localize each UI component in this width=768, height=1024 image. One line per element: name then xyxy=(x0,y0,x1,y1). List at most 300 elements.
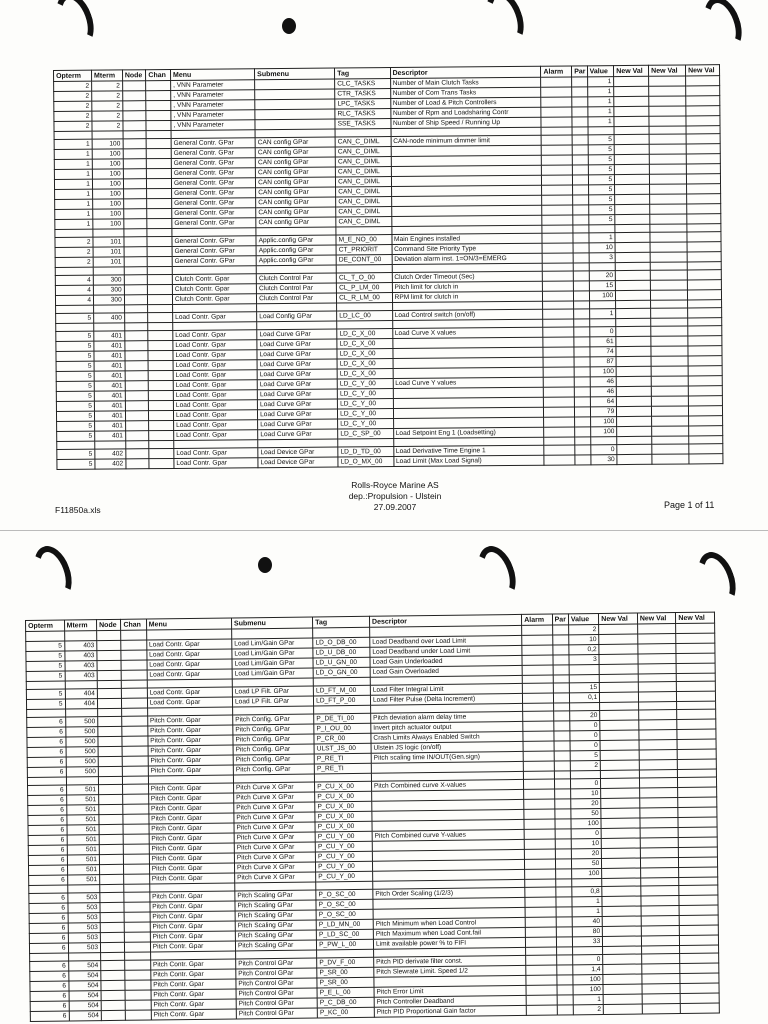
table-cell xyxy=(542,185,573,195)
table-cell: CAN config GPar xyxy=(256,187,336,198)
table-cell xyxy=(575,445,590,455)
table-cell xyxy=(555,887,571,897)
table-cell xyxy=(573,271,588,281)
column-header: Descriptor xyxy=(369,614,521,627)
table-cell xyxy=(526,1005,557,1015)
table-cell: 1 xyxy=(587,77,614,87)
table-cell xyxy=(94,305,125,313)
table-cell: Clutch Order Timeout (Sec) xyxy=(392,271,543,282)
table-cell: 20 xyxy=(589,271,616,281)
table-cell: Load Contr. Gpar xyxy=(173,312,257,323)
table-cell xyxy=(121,630,146,640)
table-cell: SSE_TASKS xyxy=(335,119,390,129)
table-cell xyxy=(615,232,650,242)
table-cell xyxy=(689,406,723,416)
table-cell xyxy=(125,331,149,341)
table-cell xyxy=(650,174,687,184)
table-cell: 501 xyxy=(67,865,100,875)
table-cell xyxy=(543,263,574,271)
table-cell: General Contr. GPar xyxy=(172,188,256,199)
table-cell xyxy=(588,127,615,135)
column-header: Node xyxy=(122,70,146,81)
table-cell: P_O_SC_00 xyxy=(316,889,373,900)
table-cell: 503 xyxy=(67,893,100,903)
table-cell: 2 xyxy=(92,81,123,91)
table-cell xyxy=(556,897,572,907)
table-cell xyxy=(555,819,571,829)
table-cell: 6 xyxy=(27,747,66,757)
table-cell xyxy=(678,817,717,827)
table-cell xyxy=(642,994,681,1004)
table-cell: Pitch Contr. Gpar xyxy=(148,765,233,776)
table-cell: 10 xyxy=(569,634,600,644)
table-cell xyxy=(601,838,640,848)
table-cell xyxy=(600,740,639,750)
table-cell: 403 xyxy=(64,641,97,651)
table-cell: 100 xyxy=(93,199,124,209)
table-cell xyxy=(97,670,121,680)
table-cell xyxy=(554,751,570,761)
table-cell: 5 xyxy=(57,431,95,441)
table-cell xyxy=(554,789,570,799)
table-cell xyxy=(123,169,147,179)
table-cell xyxy=(574,327,589,337)
table-cell xyxy=(617,426,652,436)
table-cell: 401 xyxy=(94,371,125,381)
table-cell xyxy=(98,766,122,776)
table-cell xyxy=(638,644,677,654)
parameter-table-page-1 xyxy=(53,64,723,470)
table-cell xyxy=(573,243,588,253)
table-cell xyxy=(124,267,148,275)
table-cell xyxy=(97,640,121,650)
table-cell xyxy=(651,376,688,386)
table-cell: P_KC_00 xyxy=(317,1007,374,1018)
table-cell: CAN config GPar xyxy=(255,147,335,158)
table-cell xyxy=(125,990,150,1000)
table-cell: CL_P_LM_00 xyxy=(337,283,392,293)
table-cell xyxy=(125,411,149,421)
table-cell xyxy=(556,947,572,955)
table-cell xyxy=(688,336,722,346)
column-header: New Val xyxy=(637,613,676,624)
table-cell xyxy=(599,624,638,634)
table-cell: Pitch Curve X GPar xyxy=(234,842,315,853)
table-cell xyxy=(574,337,589,347)
table-cell: Pitch scaling time IN/OUT(Gen.sign) xyxy=(371,751,523,763)
table-cell xyxy=(615,194,650,204)
table-cell xyxy=(616,346,651,356)
table-cell: 500 xyxy=(65,717,98,727)
table-cell xyxy=(125,421,149,431)
table-cell xyxy=(149,458,174,468)
table-cell xyxy=(123,101,147,111)
table-cell: Load LP Filt. GPar xyxy=(232,686,313,697)
table-cell: Clutch Contr. Gpar xyxy=(172,274,256,285)
table-cell: Clutch Control Par xyxy=(256,283,336,294)
table-cell xyxy=(526,995,557,1005)
table-cell: 2 xyxy=(573,1004,604,1014)
table-cell xyxy=(100,864,124,874)
table-cell xyxy=(686,144,720,154)
table-cell xyxy=(572,117,587,127)
table-cell: Load LP Filt. GPar xyxy=(232,696,313,707)
table-cell: 0 xyxy=(570,778,601,788)
table-cell: LD_LC_00 xyxy=(337,311,392,321)
table-cell: Pitch Contr. Gpar xyxy=(151,1009,236,1020)
table-cell xyxy=(641,916,680,926)
table-cell: CAN_C_DIML xyxy=(336,187,391,197)
table-cell: 501 xyxy=(66,795,99,805)
table-cell: 5 xyxy=(56,313,94,323)
table-cell xyxy=(124,892,149,902)
table-cell xyxy=(615,242,650,252)
table-cell xyxy=(573,253,588,263)
table-cell: Load Filter Integral Limit xyxy=(370,683,522,695)
table-cell xyxy=(123,824,148,834)
table-cell xyxy=(640,798,679,808)
table-cell xyxy=(101,1000,125,1010)
table-cell xyxy=(148,312,173,322)
table-cell: CAN-node minimum dimmer limit xyxy=(391,135,542,146)
table-cell xyxy=(572,127,587,135)
table-cell xyxy=(123,159,147,169)
table-cell: P_I_OU_00 xyxy=(314,723,371,734)
table-cell xyxy=(615,204,650,214)
table-cell: 4 xyxy=(55,295,93,305)
table-cell: 5 xyxy=(588,205,615,215)
table-cell: Load Contr. Gpar xyxy=(173,400,257,411)
table-cell: 0 xyxy=(589,327,616,337)
table-cell xyxy=(651,336,688,346)
table-cell: 1 xyxy=(587,87,614,97)
table-cell xyxy=(601,818,640,828)
table-cell xyxy=(554,741,570,751)
table-cell xyxy=(616,326,651,336)
table-cell xyxy=(614,116,649,126)
table-cell: 2 xyxy=(568,624,599,634)
table-cell: 101 xyxy=(93,237,124,247)
table-cell xyxy=(677,709,716,719)
table-cell: 1 xyxy=(54,179,92,189)
table-cell: 504 xyxy=(69,991,102,1001)
table-cell xyxy=(687,184,721,194)
table-cell: 6 xyxy=(29,903,68,913)
table-cell xyxy=(652,426,689,436)
table-cell xyxy=(617,396,652,406)
column-header: Menu xyxy=(170,69,254,81)
table-cell xyxy=(651,346,688,356)
table-cell: CAN_C_DIML xyxy=(335,167,390,177)
table-cell: Load Contr. Gpar xyxy=(147,659,232,670)
table-cell: Load Control switch (on/off) xyxy=(392,309,543,320)
table-cell xyxy=(638,692,677,702)
table-cell: 5 xyxy=(588,135,615,145)
table-cell xyxy=(649,116,686,126)
table-cell xyxy=(572,145,587,155)
table-cell: 1 xyxy=(54,149,92,159)
table-cell xyxy=(651,396,688,406)
table-cell xyxy=(677,719,716,729)
table-cell xyxy=(124,219,148,229)
table-cell: 501 xyxy=(67,825,100,835)
table-cell: General Contr. GPar xyxy=(171,178,255,189)
table-cell xyxy=(147,148,172,158)
table-cell xyxy=(680,993,719,1003)
table-cell: 504 xyxy=(68,961,101,971)
table-cell: Pitch Curve X GPar xyxy=(234,862,315,873)
table-cell: , VNN Parameter xyxy=(171,110,255,121)
table-cell xyxy=(147,246,172,256)
column-header: Tag xyxy=(335,68,391,79)
table-cell xyxy=(544,377,575,387)
table-cell xyxy=(125,341,149,351)
table-cell: 20 xyxy=(571,848,602,858)
table-cell xyxy=(574,377,589,387)
table-cell xyxy=(541,127,572,135)
column-header: Opterm xyxy=(26,620,65,631)
table-cell: 5 xyxy=(588,185,615,195)
table-cell: 401 xyxy=(95,421,126,431)
table-cell: Load Contr. Gpar xyxy=(147,697,232,708)
table-cell xyxy=(650,232,687,242)
table-cell: LD_C_Y_00 xyxy=(337,379,392,389)
table-cell: Applic.config GPar xyxy=(256,245,336,256)
table-cell xyxy=(651,386,688,396)
table-cell: LD_C_X_00 xyxy=(337,339,392,349)
table-cell: Pitch Combined curve X-values xyxy=(371,779,523,791)
table-cell: RLC_TASKS xyxy=(335,109,390,119)
table-cell: 0 xyxy=(571,828,602,838)
footer-company-block xyxy=(300,480,490,513)
table-cell: DE_CONT_00 xyxy=(336,255,391,265)
table-cell xyxy=(574,319,589,327)
table-cell: Pitch Contr. Gpar xyxy=(149,823,234,834)
table-cell: 401 xyxy=(94,341,125,351)
table-cell xyxy=(522,635,553,645)
table-cell xyxy=(98,746,122,756)
table-cell: P_CU_Y_00 xyxy=(316,871,373,882)
table-cell: 6 xyxy=(29,933,68,943)
table-cell xyxy=(97,698,121,708)
table-cell: Load Lim/Gain GPar xyxy=(232,648,313,659)
table-cell xyxy=(589,263,616,271)
table-cell xyxy=(100,902,124,912)
table-cell xyxy=(124,912,149,922)
table-cell: 1 xyxy=(587,117,614,127)
table-cell xyxy=(575,417,590,427)
table-cell xyxy=(637,624,676,634)
table-cell: 403 xyxy=(64,651,97,661)
table-cell xyxy=(125,960,150,970)
table-cell: 0 xyxy=(590,445,617,455)
table-cell: 5 xyxy=(588,145,615,155)
table-cell xyxy=(651,356,688,366)
table-cell xyxy=(124,854,149,864)
table-cell: CL_T_O_00 xyxy=(336,273,391,283)
table-cell: CAN_C_DIML xyxy=(336,217,391,227)
table-cell: Pitch Control GPar xyxy=(236,968,317,979)
table-cell xyxy=(523,711,554,721)
table-cell: Load Contr. Gpar xyxy=(147,687,232,698)
table-cell xyxy=(99,824,123,834)
table-cell: 5 xyxy=(56,411,94,421)
table-cell: CLC_TASKS xyxy=(335,79,390,89)
table-cell xyxy=(554,799,570,809)
table-cell xyxy=(600,682,639,692)
table-cell xyxy=(146,120,171,130)
table-cell xyxy=(687,204,721,214)
table-cell xyxy=(64,631,97,641)
table-cell xyxy=(641,936,680,946)
table-cell: Load Curve GPar xyxy=(257,349,337,360)
table-cell xyxy=(553,675,569,683)
table-cell: Load Curve GPar xyxy=(258,429,338,440)
table-cell xyxy=(541,107,572,117)
table-cell xyxy=(543,337,574,347)
table-cell xyxy=(123,784,148,794)
table-cell: Pitch Curve X GPar xyxy=(235,872,316,883)
table-cell: Pitch Error Limit xyxy=(374,985,526,997)
column-header: Tag xyxy=(313,616,370,628)
table-cell: 5 xyxy=(56,361,94,371)
table-cell: 101 xyxy=(93,257,124,267)
table-cell xyxy=(638,682,677,692)
table-cell xyxy=(126,449,150,459)
table-cell: Pitch Contr. Gpar xyxy=(150,911,235,922)
table-cell: Pitch Scaling GPar xyxy=(235,890,316,901)
table-cell xyxy=(640,808,679,818)
table-cell: 2 xyxy=(570,760,601,770)
table-cell: Pitch Controller Deadband xyxy=(374,995,526,1007)
table-cell xyxy=(641,926,680,936)
table-cell: 5 xyxy=(588,155,615,165)
table-cell: 100 xyxy=(92,149,123,159)
table-cell: 401 xyxy=(94,401,125,411)
table-cell xyxy=(99,834,123,844)
column-header: New Val xyxy=(686,65,720,76)
table-cell xyxy=(123,149,147,159)
table-cell: 5 xyxy=(56,331,94,341)
table-cell xyxy=(149,448,174,458)
table-cell: Pitch Scaling GPar xyxy=(235,940,316,951)
table-cell: Pitch Contr. Gpar xyxy=(150,891,235,902)
table-cell: 6 xyxy=(29,875,68,885)
table-cell xyxy=(600,710,639,720)
table-cell: 40 xyxy=(572,916,603,926)
table-cell: LD_O_GN_00 xyxy=(313,667,370,678)
table-cell xyxy=(603,954,642,964)
table-cell xyxy=(126,459,150,469)
table-cell: 1 xyxy=(55,219,93,229)
table-cell: Load Curve GPar xyxy=(257,399,337,410)
table-cell: 100 xyxy=(92,159,123,169)
table-cell: Load Contr. Gpar xyxy=(147,669,232,680)
table-cell xyxy=(541,135,572,145)
table-cell: 5 xyxy=(570,750,601,760)
table-cell xyxy=(524,809,555,819)
table-cell xyxy=(574,301,589,309)
table-cell: Pitch Contr. Gpar xyxy=(148,755,233,766)
table-cell: CAN_C_DIML xyxy=(335,147,390,157)
table-cell: Pitch Curve X GPar xyxy=(234,812,315,823)
table-cell xyxy=(573,175,588,185)
table-cell: , VNN Parameter xyxy=(171,120,255,131)
table-cell: 2 xyxy=(54,91,92,101)
column-header: Descriptor xyxy=(390,66,541,78)
table-cell xyxy=(255,99,335,110)
table-cell xyxy=(146,100,171,110)
table-cell xyxy=(553,721,569,731)
table-cell: Load Contr. Gpar xyxy=(147,649,232,660)
table-cell: Pitch Scaling GPar xyxy=(235,900,316,911)
table-cell: 5 xyxy=(26,661,65,671)
table-cell: 403 xyxy=(65,661,98,671)
table-cell xyxy=(602,896,641,906)
table-cell xyxy=(147,256,172,266)
table-cell xyxy=(123,834,148,844)
table-cell: 6 xyxy=(30,981,69,991)
table-cell: Load Contr. Gpar xyxy=(146,639,231,650)
table-cell: 6 xyxy=(30,1011,69,1021)
table-cell: Pitch Curve X GPar xyxy=(234,792,315,803)
table-cell: Pitch Contr. Gpar xyxy=(151,979,236,990)
table-cell xyxy=(651,308,688,318)
table-cell: General Contr. GPar xyxy=(172,198,256,209)
table-cell: 6 xyxy=(28,815,67,825)
column-header: Par xyxy=(552,614,568,625)
table-cell: LD_FT_P_00 xyxy=(314,695,371,706)
table-cell: LD_O_MX_00 xyxy=(338,457,393,467)
table-cell: 5 xyxy=(57,449,95,459)
table-cell: 0,8 xyxy=(572,886,603,896)
table-cell xyxy=(255,119,335,130)
table-cell: 1 xyxy=(55,209,93,219)
table-cell: LPC_TASKS xyxy=(335,99,390,109)
table-cell xyxy=(556,965,572,975)
print-date: 27.09.2007 xyxy=(373,502,417,512)
table-cell xyxy=(554,809,570,819)
table-cell xyxy=(124,864,149,874)
table-cell xyxy=(687,290,721,300)
table-cell xyxy=(600,730,639,740)
table-cell xyxy=(617,406,652,416)
table-cell xyxy=(101,990,125,1000)
table-cell: Load Setpoint Eng 1 (Loadsetting) xyxy=(393,427,544,438)
table-cell: Load Contr. Gpar xyxy=(173,350,257,361)
table-cell: CAN_C_DIML xyxy=(336,207,391,217)
table-cell: 6 xyxy=(27,727,66,737)
table-cell: Pitch Contr. Gpar xyxy=(149,813,234,824)
table-cell: Pitch Contr. Gpar xyxy=(147,715,232,726)
table-cell xyxy=(688,326,722,336)
table-cell xyxy=(649,86,686,96)
table-cell: 100 xyxy=(590,427,617,437)
table-cell: 100 xyxy=(590,367,617,377)
table-cell xyxy=(689,426,723,436)
table-cell xyxy=(676,633,715,643)
table-cell xyxy=(124,844,149,854)
table-cell xyxy=(689,444,723,454)
table-cell: 10 xyxy=(570,788,601,798)
table-cell: Pitch Contr. Gpar xyxy=(148,793,233,804)
table-cell: Clutch Contr. Gpar xyxy=(172,284,256,295)
table-cell xyxy=(679,867,718,877)
table-cell xyxy=(124,305,148,313)
table-cell: Load Curve Y values xyxy=(393,377,544,388)
table-cell xyxy=(148,284,173,294)
table-cell: Pitch Scaling GPar xyxy=(235,910,316,921)
